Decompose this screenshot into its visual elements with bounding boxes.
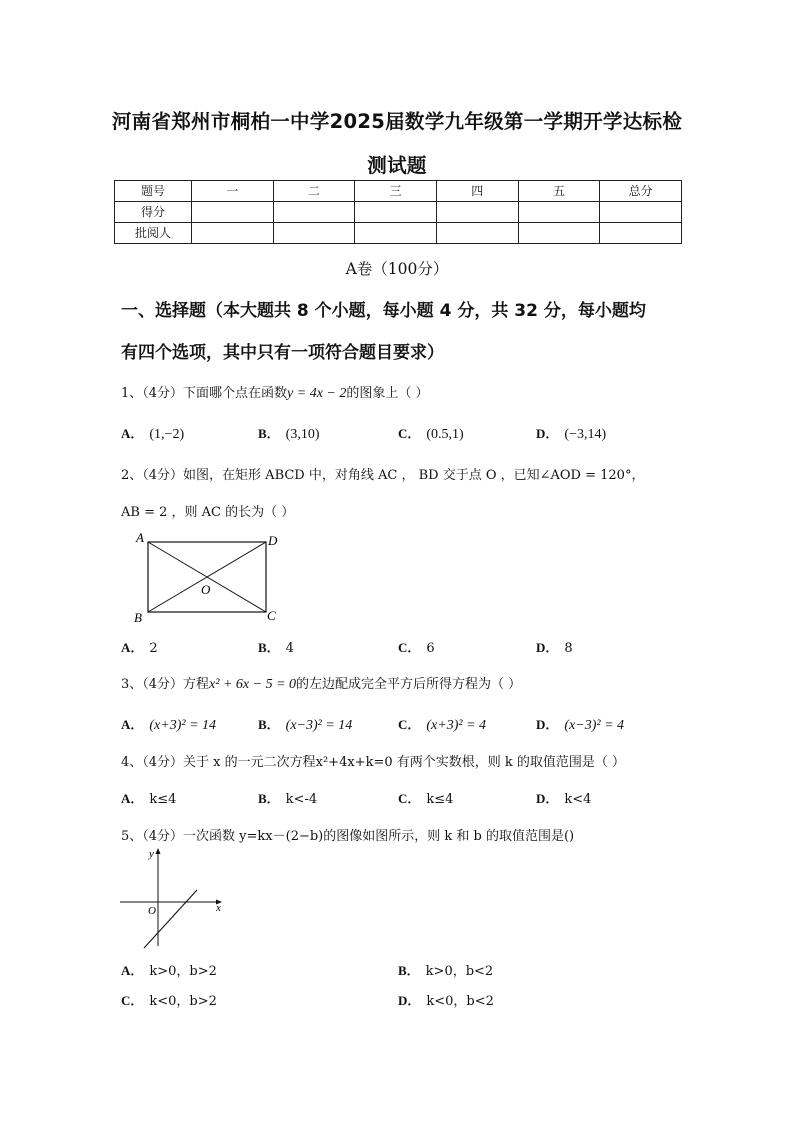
q3-option-b[interactable] (258, 714, 352, 734)
q5-option-c[interactable] (121, 990, 217, 1009)
option-text: (x−3)² = 14 (285, 718, 353, 733)
q3-option-a[interactable] (121, 714, 216, 734)
question-4-stem: 4、（4分）关于 x 的一元二次方程x²+4x+k=0 有两个实数根，则 k 的取值范围是（ ） (121, 755, 626, 770)
option-text: 2 (149, 641, 158, 656)
option-label: A． (121, 640, 144, 655)
option-text: k≤4 (426, 792, 454, 807)
q2-option-a[interactable] (121, 637, 158, 656)
reviewer-row (115, 223, 682, 244)
q1-option-c[interactable] (398, 423, 464, 443)
option-label: B． (258, 717, 280, 732)
q5-option-a[interactable] (121, 960, 217, 979)
score-cell (192, 202, 274, 223)
score-table-header: 一 (192, 181, 274, 202)
score-row-label: 得分 (115, 202, 192, 223)
q3-option-c[interactable] (398, 714, 486, 734)
option-label: B． (398, 963, 420, 978)
option-text: (3,10) (285, 427, 320, 442)
reviewer-cell (355, 223, 437, 244)
q2-option-c[interactable] (398, 637, 435, 656)
option-label: D． (536, 640, 559, 655)
section-a-title: A卷（100分） (345, 260, 449, 278)
question-3-prefix: 3、（4分）方程 (121, 677, 210, 692)
option-text: k≤4 (149, 792, 177, 807)
option-label: D． (398, 993, 421, 1008)
question-1-formula: y = 4x − 2 (287, 386, 347, 401)
q5-option-b[interactable] (398, 960, 493, 979)
q2-option-b[interactable] (258, 637, 294, 656)
question-3-stem (121, 673, 521, 693)
option-text: 4 (285, 641, 294, 656)
question-3-suffix: 的左边配成完全平方后所得方程为（ ） (296, 677, 522, 692)
center-o-label: O (201, 582, 211, 597)
origin-label: O (148, 905, 156, 917)
reviewer-cell (192, 223, 274, 244)
score-cell (273, 202, 355, 223)
option-text: (1,−2) (149, 427, 185, 442)
option-text: (x−3)² = 4 (564, 718, 625, 733)
score-table-header: 三 (355, 181, 437, 202)
score-cell (436, 202, 518, 223)
y-axis-label: y (149, 848, 154, 860)
score-cell (518, 202, 600, 223)
option-text: k>0，b>2 (149, 964, 217, 979)
q4-option-c[interactable] (398, 788, 453, 807)
part1-heading-line2: 有四个选项，其中只有一项符合题目要求） (121, 343, 444, 363)
reviewer-cell (273, 223, 355, 244)
question-1-stem (121, 382, 429, 402)
option-label: C． (398, 717, 421, 732)
vertex-d-label: D (268, 533, 278, 548)
score-cell (355, 202, 437, 223)
score-row (115, 202, 682, 223)
score-table-header: 五 (518, 181, 600, 202)
score-table (114, 180, 682, 244)
vertex-b-label: B (134, 610, 142, 625)
option-text: (−3,14) (564, 427, 607, 442)
option-text: k<0，b>2 (149, 994, 217, 1009)
q1-option-b[interactable] (258, 423, 320, 443)
q2-option-d[interactable] (536, 637, 573, 656)
exam-title-line2: 测试题 (367, 154, 427, 177)
question-1-prefix: 1、（4分）下面哪个点在函数 (121, 386, 288, 401)
option-label: A． (121, 426, 144, 441)
vertex-c-label: C (267, 608, 276, 623)
option-label: B． (258, 426, 280, 441)
reviewer-cell (518, 223, 600, 244)
q1-option-a[interactable] (121, 423, 184, 443)
question-2-stem-line1: 2、（4分）如图，在矩形 ABCD 中，对角线 AC ， BD 交于点 O ，已知∠AOD = 120°， (121, 468, 645, 483)
reviewer-cell (600, 223, 682, 244)
vertex-a-label: A (136, 530, 144, 545)
q4-option-d[interactable] (536, 788, 591, 807)
score-cell (600, 202, 682, 223)
question-5-stem: 5、（4分）一次函数 y=kx－(2−b)的图像如图所示，则 k 和 b 的取值范围是() (121, 829, 575, 844)
option-text: (x+3)² = 14 (149, 718, 217, 733)
option-text: (x+3)² = 4 (426, 718, 487, 733)
option-label: B． (258, 640, 280, 655)
option-label: A． (121, 791, 144, 806)
option-text: k<4 (564, 792, 592, 807)
x-axis-label: x (216, 902, 221, 914)
option-text: k<-4 (285, 792, 318, 807)
option-text: k>0，b<2 (425, 964, 494, 979)
y-axis-arrow-icon (156, 848, 161, 854)
q5-option-d[interactable] (398, 990, 494, 1009)
reviewer-cell (436, 223, 518, 244)
option-label: C． (398, 426, 421, 441)
q4-option-b[interactable] (258, 788, 317, 807)
q1-option-d[interactable] (536, 423, 606, 443)
score-table-header: 二 (273, 181, 355, 202)
rectangle-figure (130, 530, 290, 625)
q3-option-d[interactable] (536, 714, 624, 734)
part1-heading-line1: 一、选择题（本大题共 8 个小题，每小题 4 分，共 32 分，每小题均 (121, 301, 646, 321)
question-3-formula: x² + 6x − 5 = 0 (209, 677, 297, 692)
option-label: C． (121, 993, 144, 1008)
option-label: A． (121, 717, 144, 732)
exam-title-line1: 河南省郑州市桐柏一中学2025届数学九年级第一学期开学达标检 (111, 110, 683, 133)
option-text: (0.5,1) (426, 427, 464, 442)
option-label: D． (536, 791, 559, 806)
option-label: B． (258, 791, 280, 806)
reviewer-row-label: 批阅人 (115, 223, 192, 244)
option-label: C． (398, 791, 421, 806)
option-label: A． (121, 963, 144, 978)
option-label: D． (536, 426, 559, 441)
option-text: 6 (426, 641, 435, 656)
score-table-header: 总分 (600, 181, 682, 202)
option-text: 8 (564, 641, 573, 656)
function-line (144, 890, 197, 948)
linear-function-graph (118, 842, 228, 952)
score-table-header-row (115, 181, 682, 202)
option-text: k<0，b<2 (426, 994, 494, 1009)
question-2-stem-line2: AB = 2 ，则 AC 的长为（ ） (121, 505, 295, 520)
score-table-header: 题号 (115, 181, 192, 202)
question-1-suffix: 的图象上（ ） (346, 386, 429, 401)
q4-option-a[interactable] (121, 788, 176, 807)
option-label: C． (398, 640, 421, 655)
option-label: D． (536, 717, 559, 732)
score-table-header: 四 (436, 181, 518, 202)
